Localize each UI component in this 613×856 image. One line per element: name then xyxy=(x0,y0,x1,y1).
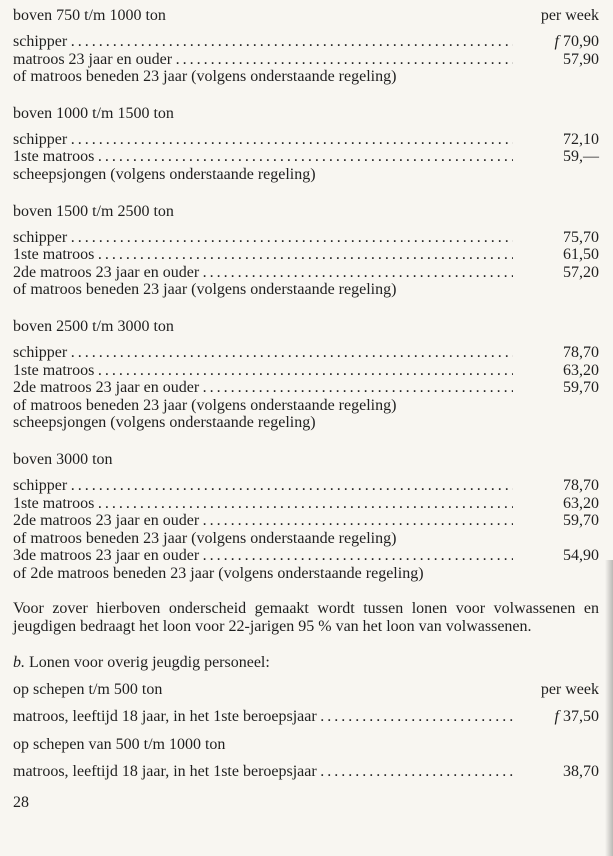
wage-value: 72,10 xyxy=(563,130,599,148)
wage-value: 78,70 xyxy=(563,343,599,361)
section-header xyxy=(13,317,599,336)
position-label: schipper . . . xyxy=(13,344,513,362)
guilder-sign: f xyxy=(554,33,559,50)
tonnage-section xyxy=(13,202,599,299)
wage-row xyxy=(13,148,599,166)
wage-value: 78,70 xyxy=(563,476,599,494)
wage-sections xyxy=(13,6,599,582)
position-label: 2de matroos 23 jaar en ouder . . . xyxy=(13,264,513,282)
ship-size-group xyxy=(13,680,599,726)
wage-row-note: of 2de matroos beneden 23 jaar (volgens onderstaande regeling) xyxy=(13,564,424,582)
section-header xyxy=(13,104,599,123)
part-b-title: Lonen voor overig jeugdig personeel: xyxy=(29,653,270,671)
wage-row xyxy=(13,763,599,781)
wage-value: 59,70 xyxy=(563,512,599,530)
section-header xyxy=(13,450,599,469)
wage-row xyxy=(13,530,599,548)
position-label: 1ste matroos . . . xyxy=(13,495,513,513)
wage-row xyxy=(13,68,599,86)
wage-row xyxy=(13,362,599,380)
wage-row xyxy=(13,397,599,415)
position-label: 3de matroos 23 jaar en ouder . . . xyxy=(13,547,513,565)
section-header xyxy=(13,202,599,221)
wage-value: 59,— xyxy=(563,148,599,166)
section-title: boven 1000 t/m 1500 ton xyxy=(13,104,174,122)
wage-row xyxy=(13,281,599,299)
guilder-sign: f xyxy=(554,708,559,726)
position-label: 1ste matroos . . . xyxy=(13,362,513,380)
wage-row xyxy=(13,477,599,495)
position-label: schipper . . . xyxy=(13,477,513,495)
section-title: boven 2500 t/m 3000 ton xyxy=(13,317,174,335)
group-title: op schepen van 500 t/m 1000 ton xyxy=(13,735,226,753)
position-label: of matroos beneden 23 jaar (volgens onderstaande regeling) xyxy=(13,396,397,414)
wage-value: 57,20 xyxy=(563,263,599,281)
unit-label: per week xyxy=(540,7,599,24)
position-label: schipper . . . xyxy=(13,33,513,51)
wage-value: 63,20 xyxy=(563,494,599,512)
position-label: 1ste matroos . . . xyxy=(13,148,513,166)
youth-wage-paragraph: Voor zover hierboven onderscheid gemaakt wordt tussen lonen voor volwassenen en jeugdigen bedraagt het loon voor 22-jarigen 95 % van het loon van volwassenen. xyxy=(13,600,599,636)
wage-value: 57,90 xyxy=(563,50,599,68)
wage-row xyxy=(13,166,599,184)
wage-row xyxy=(13,344,599,362)
wage-value: 63,20 xyxy=(563,361,599,379)
ship-size-group xyxy=(13,735,599,781)
position-label: of matroos beneden 23 jaar (volgens onderstaande regeling) xyxy=(13,529,397,547)
position-label: matroos, leeftijd 18 jaar, in het 1ste beroepsjaar . . . xyxy=(13,708,513,726)
section-title: boven 750 t/m 1000 ton xyxy=(13,7,166,24)
unit-label: per week xyxy=(540,681,599,699)
position-label: 1ste matroos . . . xyxy=(13,246,513,264)
group-header xyxy=(13,735,599,754)
part-b-heading xyxy=(13,654,599,672)
position-label: of matroos beneden 23 jaar (volgens onderstaande regeling) xyxy=(13,68,397,86)
position-label: scheepsjongen (volgens onderstaande regeling) xyxy=(13,165,316,183)
wage-row xyxy=(13,512,599,530)
position-label: of matroos beneden 23 jaar (volgens onderstaande regeling) xyxy=(13,281,397,299)
part-b xyxy=(13,654,599,781)
wage-value: 75,70 xyxy=(563,228,599,246)
section-title: boven 1500 t/m 2500 ton xyxy=(13,202,174,220)
position-label: schipper . . . xyxy=(13,229,513,247)
page-edge-shadow xyxy=(605,560,613,856)
page-number: 28 xyxy=(13,794,29,812)
position-label: 2de matroos 23 jaar en ouder . . . xyxy=(13,512,513,530)
position-label: 2de matroos 23 jaar en ouder . . . xyxy=(13,379,513,397)
wage-row xyxy=(13,33,599,51)
wage-value: 54,90 xyxy=(563,547,599,565)
position-label: schipper . . . xyxy=(13,131,513,149)
document-page xyxy=(13,6,599,812)
wage-value: 38,70 xyxy=(563,762,599,780)
wage-row xyxy=(13,246,599,264)
group-title: op schepen t/m 500 ton xyxy=(13,681,163,699)
position-label: matroos, leeftijd 18 jaar, in het 1ste beroepsjaar . . . xyxy=(13,763,513,781)
wage-value: 59,70 xyxy=(563,379,599,397)
wage-row xyxy=(13,264,599,282)
wage-row xyxy=(13,495,599,513)
wage-row xyxy=(13,414,599,432)
tonnage-section xyxy=(13,6,599,86)
section-header xyxy=(13,6,599,25)
wage-value: 61,50 xyxy=(563,246,599,264)
part-b-marker: b. xyxy=(13,653,25,671)
wage-row xyxy=(13,708,599,726)
tonnage-section xyxy=(13,450,599,583)
wage-row xyxy=(13,51,599,69)
wage-row xyxy=(13,379,599,397)
tonnage-section xyxy=(13,104,599,184)
wage-value: f 37,50 xyxy=(554,708,599,726)
tonnage-section xyxy=(13,317,599,432)
wage-row xyxy=(13,131,599,149)
wage-row xyxy=(13,547,599,565)
position-label: matroos 23 jaar en ouder . . . xyxy=(13,51,513,69)
position-label: scheepsjongen (volgens onderstaande regeling) xyxy=(13,414,316,432)
section-title: boven 3000 ton xyxy=(13,450,113,468)
wage-value: f 70,90 xyxy=(554,33,599,50)
group-header xyxy=(13,680,599,699)
wage-row xyxy=(13,229,599,247)
